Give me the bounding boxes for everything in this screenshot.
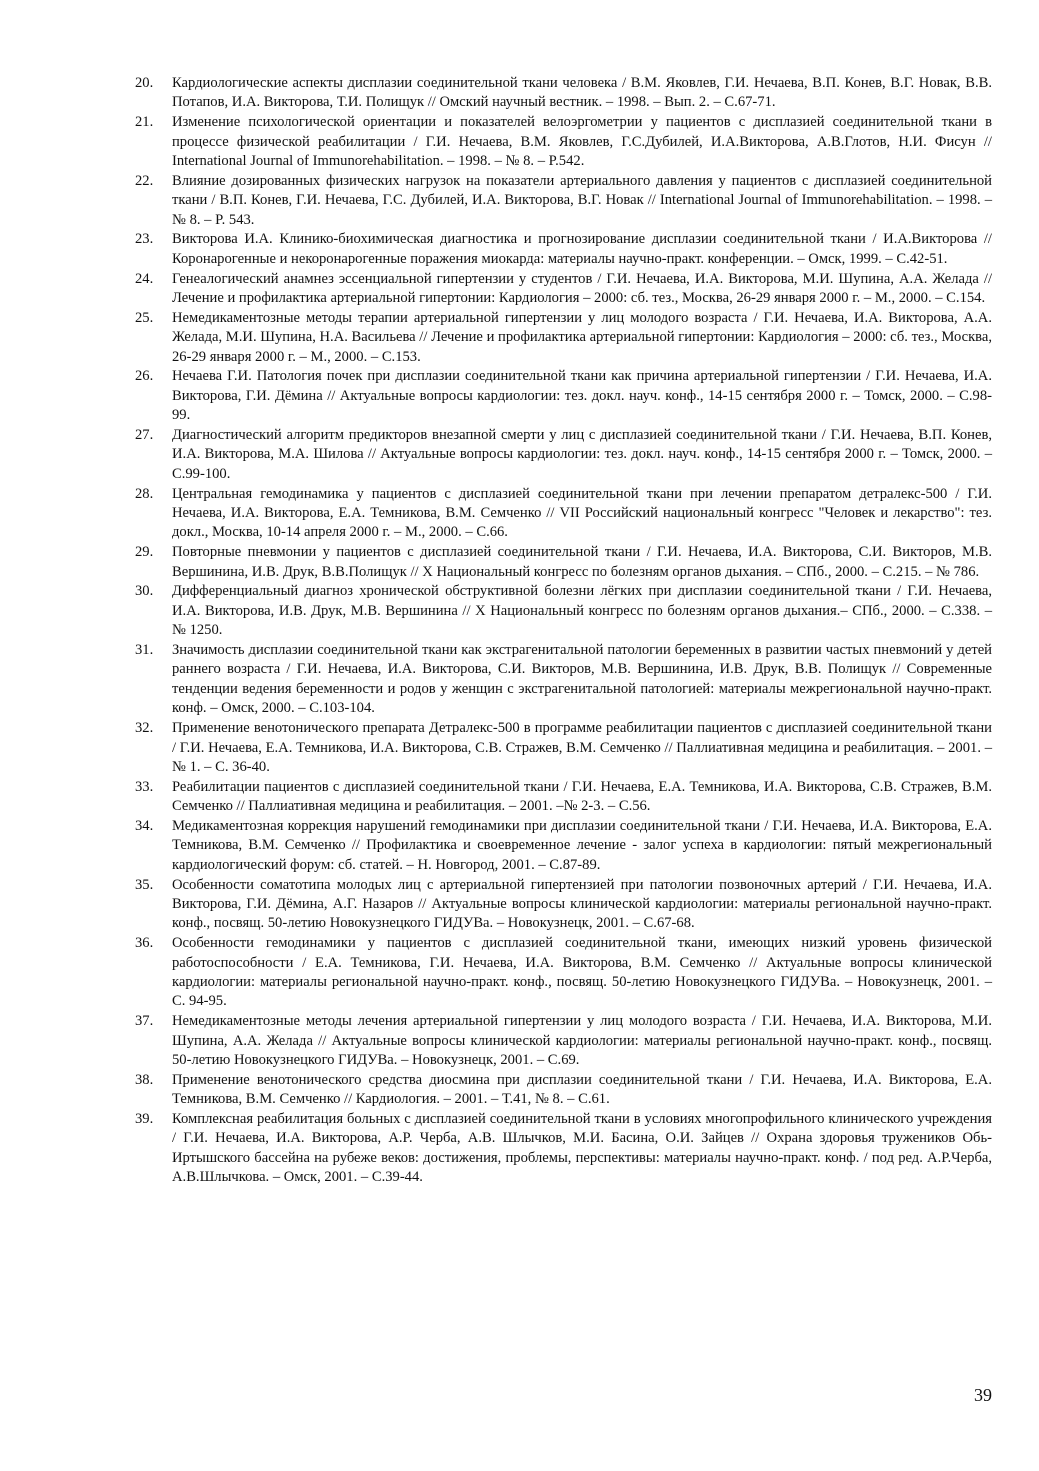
reference-text: Немедикаментозные методы терапии артериальной гипертензии у лиц молодого возраста / Г.И. Нечаева, И.А. Викторова, А.А. Желада, М.И. Шупина, Н.А. Васильева // Лечение и профилактика артериальной гипертонии: Кардиология – 2000: сб. тез., Москва, 26-29 января 2000 г. – М., 2000. – С.153. <box>172 309 992 365</box>
reference-number: 22. <box>135 172 154 189</box>
reference-number: 21. <box>135 114 154 131</box>
reference-number: 31. <box>135 642 154 659</box>
reference-text: Применение венотонического средства диосмина при дисплазии соединительной ткани / Г.И. Нечаева, И.А. Викторова, Е.А. Темникова, В.М. Семченко // Кардиология. – 2001. – Т.41, № 8. – С.61. <box>172 1071 992 1108</box>
reference-text: Влияние дозированных физических нагрузок на показатели артериального давления у пациентов с дисплазией соединительной ткани / В.П. Конев, Г.И. Нечаева, Г.С. Дубилей, И.А. Викторова, В.Г. Новак // International Journal of Immunorehabilitation. – 1998. – № 8. – P. 543. <box>172 172 992 228</box>
reference-item <box>135 1110 992 1188</box>
reference-item <box>135 1012 992 1070</box>
reference-text: Значимость дисплазии соединительной ткани как экстрагенитальной патологии беременных в развитии частых пневмоний у детей раннего возраста / Г.И. Нечаева, И.А. Викторова, С.И. Викторов, М.В. Вершинина, И.В. Друк, В.В. Полищук // Современные тенденции ведения беременности и родов у женщин с экстрагенитальной патологией: материалы межрегиональной научно-практ. конф. – Омск, 2000. – С.103-104. <box>172 642 992 717</box>
reference-number: 30. <box>135 583 154 600</box>
reference-text: Применение венотонического препарата Детралекс-500 в программе реабилитации пациентов с дисплазией соединительной ткани / Г.И. Нечаева, Е.А. Темникова, И.А. Викторова, С.В. Стражев, В.М. Семченко // Паллиативная медицина и реабилитация. – 2001. – № 1. – С. 36-40. <box>172 720 992 775</box>
reference-item <box>135 426 992 484</box>
reference-item <box>135 641 992 719</box>
reference-number: 29. <box>135 544 154 561</box>
reference-number: 20. <box>135 75 154 91</box>
reference-item <box>135 582 992 640</box>
reference-number: 33. <box>135 778 154 795</box>
reference-number: 37. <box>135 1013 154 1030</box>
reference-number: 36. <box>135 935 154 952</box>
reference-number: 38. <box>135 1071 154 1088</box>
page-number: 39 <box>974 1385 992 1405</box>
reference-item <box>135 113 992 171</box>
reference-item <box>135 817 992 875</box>
reference-item <box>135 485 992 543</box>
reference-text: Дифференциальный диагноз хронической обструктивной болезни лёгких при дисплазии соединительной ткани / Г.И. Нечаева, И.А. Викторова, И.В. Друк, М.В. Вершинина // X Национальный конгресс по болезням органов дыхания.– СПб., 2000. – С.338. – № 1250. <box>172 583 992 639</box>
reference-item <box>135 543 992 582</box>
reference-number: 34. <box>135 817 154 834</box>
reference-text: Нечаева Г.И. Патология почек при дисплазии соединительной ткани как причина артериальной гипертензии / Г.И. Нечаева, И.А. Викторова, Г.И. Дёмина // Актуальные вопросы кардиологии: тез. докл. науч. конф., 14-15 сентября 2000 г. – Томск, 2000. – С.98-99. <box>172 368 992 424</box>
reference-item <box>135 172 992 230</box>
reference-number: 23. <box>135 231 154 248</box>
reference-number: 28. <box>135 485 154 502</box>
reference-text: Реабилитации пациентов с дисплазией соединительной ткани / Г.И. Нечаева, Е.А. Темникова, И.А. Викторова, С.В. Стражев, В.М. Семченко // Паллиативная медицина и реабилитация. – 2001. –№ 2-3. – С.56. <box>172 778 992 815</box>
reference-number: 35. <box>135 876 154 893</box>
reference-item <box>135 778 992 817</box>
reference-text: Кардиологические аспекты дисплазии соединительной ткани человека / В.М. Яковлев, Г.И. Нечаева, В.П. Конев, В.Г. Новак, В.В. Потапов, И.А. Викторова, Т.И. Полищук // Омский научный вестник. – 1998. – Вып. 2. – С.67-71. <box>172 75 992 111</box>
reference-text: Медикаментозная коррекция нарушений гемодинамики при дисплазии соединительной ткани / Г.И. Нечаева, И.А. Викторова, Е.А. Темникова, В.М. Семченко // Профилактика и своевременное лечение - залог успеха в кардиологии: пятый межрегиональный кардиологический форум: сб. статей. – Н. Новгород, 2001. – С.87-89. <box>172 817 992 873</box>
reference-item <box>135 74 992 113</box>
reference-text: Изменение психологической ориентации и показателей велоэргометрии у пациентов с дисплазией соединительной ткани в процессе физической реабилитации / Г.И. Нечаева, В.М. Яковлев, Г.С.Дубилей, И.А.Викторова, А.В.Глотов, Н.И. Фисун // International Journal of Immunorehabilitation. – 1998. – № 8. – P.542. <box>172 114 992 170</box>
reference-item <box>135 934 992 1012</box>
reference-text: Особенности гемодинамики у пациентов с дисплазией соединительной ткани, имеющих низкий уровень физической работоспособности / Е.А. Темникова, Г.И. Нечаева, И.А. Викторова, В.М. Семченко // Актуальные вопросы клинической кардиологии: материалы региональной научно-практ. конф., посвящ. 50-летию Новокузнецкого ГИДУВа. – Новокузнецк, 2001. – С. 94-95. <box>172 935 992 1010</box>
reference-text: Немедикаментозные методы лечения артериальной гипертензии у лиц молодого возраста / Г.И. Нечаева, И.А. Викторова, М.И. Шупина, А.А. Желада // Актуальные вопросы клинической кардиологии: материалы региональной научно-практ. конф., посвящ. 50-летию Новокузнецкого ГИДУВа. – Новокузнецк, 2001. – С.69. <box>172 1013 992 1068</box>
reference-item <box>135 270 992 309</box>
reference-number: 24. <box>135 270 154 287</box>
reference-text: Викторова И.А. Клинико-биохимическая диагностика и прогнозирование дисплазии соединительной ткани / И.А.Викторова // Коронарогенные и некоронарогенные поражения миокарда: материалы научно-практ. конференции. – Омск, 1999. – С.42-51. <box>172 231 992 267</box>
reference-text: Повторные пневмонии у пациентов с дисплазией соединительной ткани / Г.И. Нечаева, И.А. Викторова, С.И. Викторов, М.В. Вершинина, И.В. Друк, В.В.Полищук // X Национальный конгресс по болезням органов дыхания. – СПб., 2000. – С.215. – № 786. <box>172 544 992 580</box>
reference-item <box>135 1071 992 1110</box>
reference-number: 27. <box>135 427 154 444</box>
reference-number: 39. <box>135 1110 154 1127</box>
reference-number: 25. <box>135 309 154 326</box>
reference-number: 26. <box>135 368 154 385</box>
reference-list <box>135 74 992 1188</box>
reference-text: Особенности соматотипа молодых лиц с артериальной гипертензией при патологии позвоночных артерий / Г.И. Нечаева, И.А. Викторова, Г.И. Дёмина, А.Г. Назаров // Актуальные вопросы клинической кардиологии: материалы региональной научно-практ. конф., посвящ. 50-летию Новокузнецкого ГИДУВа. – Новокузнецк, 2001. – С.67-68. <box>172 876 992 932</box>
reference-text: Центральная гемодинамика у пациентов с дисплазией соединительной ткани при лечении препаратом детралекс-500 / Г.И. Нечаева, И.А. Викторова, Е.А. Темникова, В.М. Семченко // VII Российский национальный конгресс "Человек и лекарство": тез. докл., Москва, 10-14 апреля 2000 г. – М., 2000. – С.66. <box>172 485 992 541</box>
reference-item <box>135 876 992 934</box>
reference-item <box>135 309 992 367</box>
reference-item <box>135 367 992 425</box>
reference-text: Комплексная реабилитация больных с дисплазией соединительной ткани в условиях многопрофильного клинического учреждения / Г.И. Нечаева, И.А. Викторова, А.Р. Черба, А.В. Шлычков, М.И. Басина, О.И. Зайцев // Охрана здоровья тружеников Обь-Иртышского бассейна на рубеже веков: достижения, проблемы, перспективы: материалы научно-практ. конф. / под ред. А.Р.Черба, А.В.Шлычкова. – Омск, 2001. – С.39-44. <box>172 1110 992 1186</box>
reference-number: 32. <box>135 720 154 737</box>
reference-item <box>135 230 992 269</box>
reference-text: Генеалогический анамнез эссенциальной гипертензии у студентов / Г.И. Нечаева, И.А. Викторова, М.И. Шупина, А.А. Желада // Лечение и профилактика артериальной гипертонии: Кардиология – 2000: сб. тез., Москва, 26-29 января 2000 г. – М., 2000. – С.154. <box>172 270 992 307</box>
reference-item <box>135 719 992 777</box>
reference-text: Диагностический алгоритм предикторов внезапной смерти у лиц с дисплазией соединительной ткани / Г.И. Нечаева, В.П. Конев, И.А. Викторова, М.А. Шилова // Актуальные вопросы кардиологии: тез. докл. науч. конф., 14-15 сентября 2000 г. – Томск, 2000. – С.99-100. <box>172 427 992 482</box>
